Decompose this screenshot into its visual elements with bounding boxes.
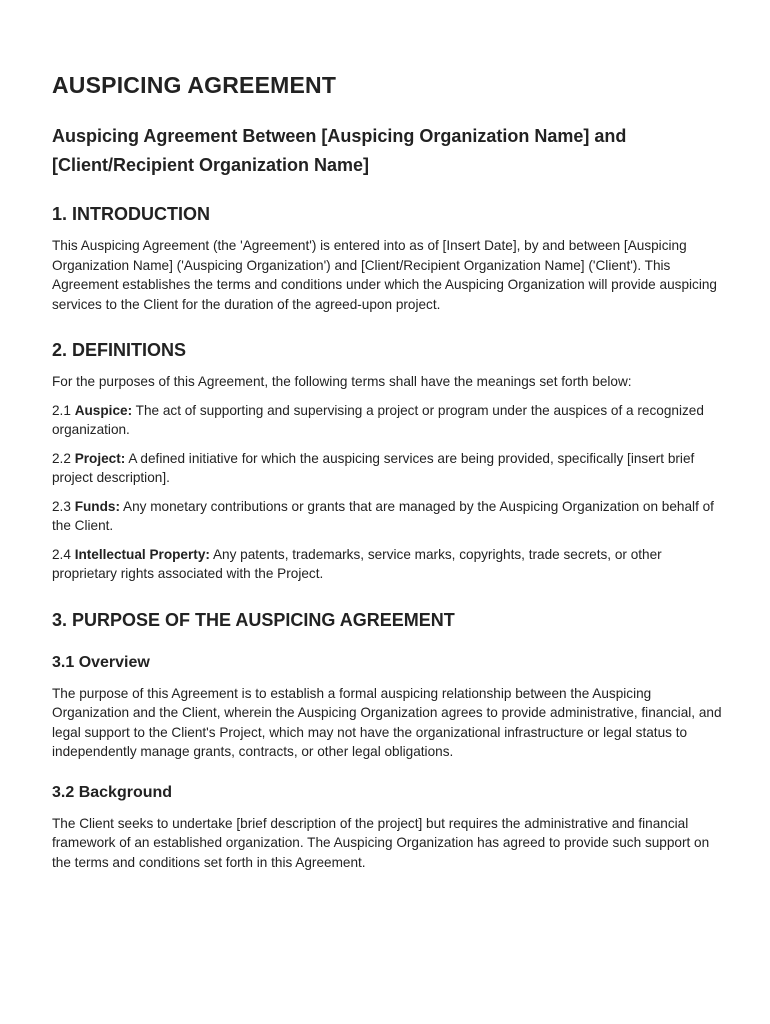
definition-number: 2.3 (52, 498, 71, 514)
definition-text: Any monetary contributions or grants that are managed by the Auspicing Organization on behalf of the Client. (52, 498, 714, 533)
section-heading-definitions: 2. DEFINITIONS (52, 340, 187, 360)
section-heading-purpose: 3. PURPOSE OF THE AUSPICING AGREEMENT (52, 609, 455, 630)
definition-item-intellectual-property (52, 545, 724, 584)
document-title: AUSPICING AGREEMENT (52, 72, 337, 98)
overview-paragraph: The purpose of this Agreement is to establish a formal auspicing relationship between the Auspicing Organization and the Client, wherein the Auspicing Organization agrees to provide administrative, financial, and legal support to the Client's Project, which may not have the organizational infrastructure or legal status to independently manage grants, contracts, or other legal obligations. (52, 685, 722, 759)
definition-term: Auspice: (74, 402, 133, 418)
definition-item-auspice (52, 401, 724, 440)
subsection-heading-overview: 3.1 Overview (52, 653, 150, 671)
definition-number: 2.4 (52, 546, 71, 562)
definition-number: 2.2 (52, 450, 71, 466)
definition-item-project (52, 449, 724, 488)
definition-text: A defined initiative for which the auspicing services are being provided, specifically [insert brief project description]. (52, 450, 695, 485)
definition-item-funds (52, 497, 724, 536)
definition-term: Project: (74, 450, 126, 466)
definition-text: The act of supporting and supervising a project or program under the auspices of a recognized organization. (52, 402, 704, 437)
definition-term: Funds: (74, 498, 120, 514)
definition-number: 2.1 (52, 402, 71, 418)
introduction-paragraph: This Auspicing Agreement (the 'Agreement') is entered into as of [Insert Date], by and between [Auspicing Organization Name] ('Auspicing Organization') and [Client/Recipient Organization Name] ('Client'). This Agreement establishes the terms and conditions under which the Auspicing Organization will provide auspicing services to the Client for the duration of the agreed-upon project. (52, 238, 717, 312)
definition-text: Any patents, trademarks, service marks, copyrights, trade secrets, or other proprietary rights associated with the Project. (52, 546, 662, 581)
definition-term: Intellectual Property: (74, 546, 210, 562)
document-page (52, 70, 724, 872)
section-heading-introduction: 1. INTRODUCTION (52, 204, 211, 224)
document-subtitle: Auspicing Agreement Between [Auspicing Organization Name] and [Client/Recipient Organization Name] (52, 126, 627, 175)
definitions-intro: For the purposes of this Agreement, the following terms shall have the meanings set forth below: (52, 374, 632, 389)
subsection-heading-background: 3.2 Background (52, 783, 173, 801)
background-paragraph: The Client seeks to undertake [brief description of the project] but requires the administrative and financial framework of an established organization. The Auspicing Organization has agreed to provide such support on the terms and conditions set forth in this Agreement. (52, 815, 710, 870)
